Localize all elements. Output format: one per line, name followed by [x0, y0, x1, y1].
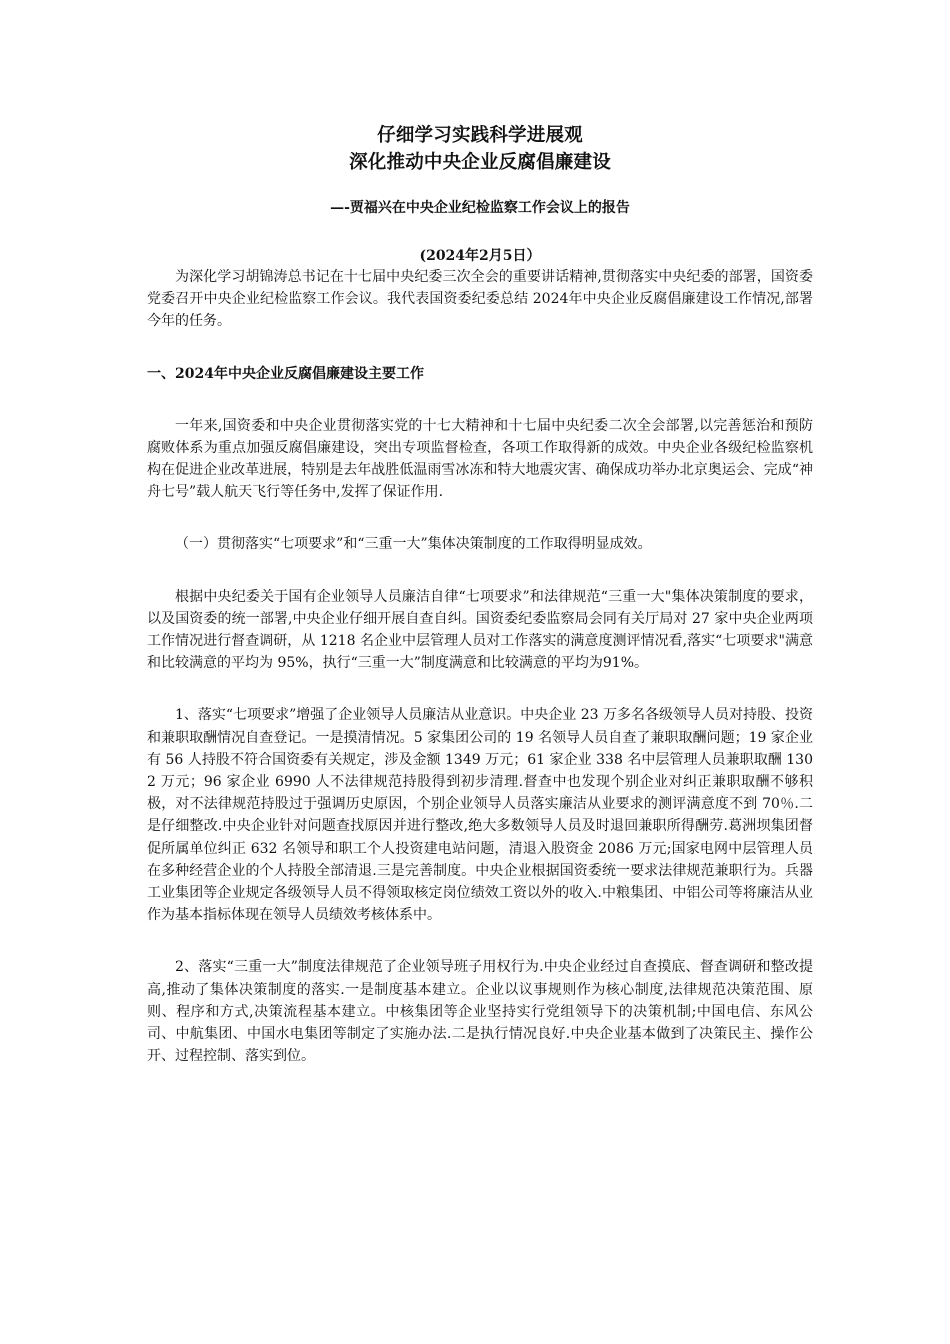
document-subtitle: —-贾福兴在中央企业纪检监察工作会议上的报告 [330, 200, 630, 216]
section-1-heading: 一、2024年中央企业反腐倡廉建设主要工作 [147, 365, 424, 382]
subsection-1-paragraph: 根据中央纪委关于国有企业领导人员廉洁自律“七项要求”和法律规范“三重一大"集体决策制度的要求，以及国资委的统一部署,中央企业仔细开展自查自纠。国资委纪委监察局会同有关厅局对 27 家中央企业两项工作情况进行督查调研，从 1218 名企业中层管理人员对工作落实的满意度测评情况看,落实“七项要求"满意和比较满意的平均为 95%，执行“三重一大”制度满意和比较满意的平均为91%。 [147, 588, 813, 672]
document-date: (2024年2月5日） [419, 248, 541, 264]
intro-paragraph: 为深化学习胡锦涛总书记在十七届中央纪委三次全会的重要讲话精神,贯彻落实中央纪委的部署，国资委党委召开中央企业纪检监察工作会议。我代表国资委纪委总结 2024年中央企业反腐倡廉建设工作情况,部署今年的任务。 [147, 269, 813, 330]
point-2-paragraph: 2、落实“三重一大”制度法律规范了企业领导班子用权行为.中央企业经过自查摸底、督查调研和整改提高,推动了集体决策制度的落实.一是制度基本建立。企业以议事规则作为核心制度,法律规范决策范围、原则、程序和方式,决策流程基本建立。中核集团等企业坚持实行党组领导下的决策机制;中国电信、东风公司、中航集团、中国水电集团等制定了实施办法.二是执行情况良好.中央企业基本做到了决策民主、操作公开、过程控制、落实到位。 [147, 959, 813, 1065]
subsection-1-heading: （一）贯彻落实“七项要求”和“三重一大”集体决策制度的工作取得明显成效。 [175, 536, 652, 553]
document-title-line-1: 仔细学习实践科学进展观 [377, 125, 583, 146]
point-1-paragraph: 1、落实“七项要求”增强了企业领导人员廉洁从业意识。中央企业 23 万多名各级领导人员对持股、投资和兼职取酬情况自查登记。一是摸清情况。5 家集团公司的 19 名领导人员自查了兼职取酬问题；19 家企业有 56 人持股不符合国资委有关规定，涉及金额 1349 万元；61 家企业 338 名中层管理人员兼职取酬 1302 万元；96 家企业 6990 人不法律规范持股得到初步清理.督查中也发现个别企业对纠正兼职取酬不够积极，对不法律规范持股过于强调历史原因，个别企业领导人员落实廉洁从业要求的测评满意度不到 70％.二是仔细整改.中央企业针对问题查找原因并进行整改,绝大多数领导人员及时退回兼职所得酬劳.葛洲坝集团督促所属单位纠正 632 名领导和职工个人投资建电站问题，清退入股资金 2086 万元;国家电网中层管理人员在多种经营企业的个人持股全部清退.三是完善制度。中央企业根据国资委统一要求法律规范兼职行为。兵器工业集团等企业规定各级领导人员不得领取核定岗位绩效工资以外的收入.中粮集团、中铝公司等将廉洁从业作为基本指标体现在领导人员绩效考核体系中。 [147, 707, 813, 924]
section-1-paragraph: 一年来,国资委和中央企业贯彻落实党的十七大精神和十七届中央纪委二次全会部署,以完善惩治和预防腐败体系为重点加强反腐倡廉建设，突出专项监督检查，各项工作取得新的成效。中央企业各级纪检监察机构在促进企业改革进展，特别是去年战胜低温雨雪冰冻和特大地震灾害、确保成功举办北京奥运会、完成“神舟七号”载人航天飞行等任务中,发挥了保证作用. [147, 417, 813, 501]
document-title-line-2: 深化推动中央企业反腐倡廉建设 [349, 152, 611, 173]
document-body [147, 122, 813, 1067]
